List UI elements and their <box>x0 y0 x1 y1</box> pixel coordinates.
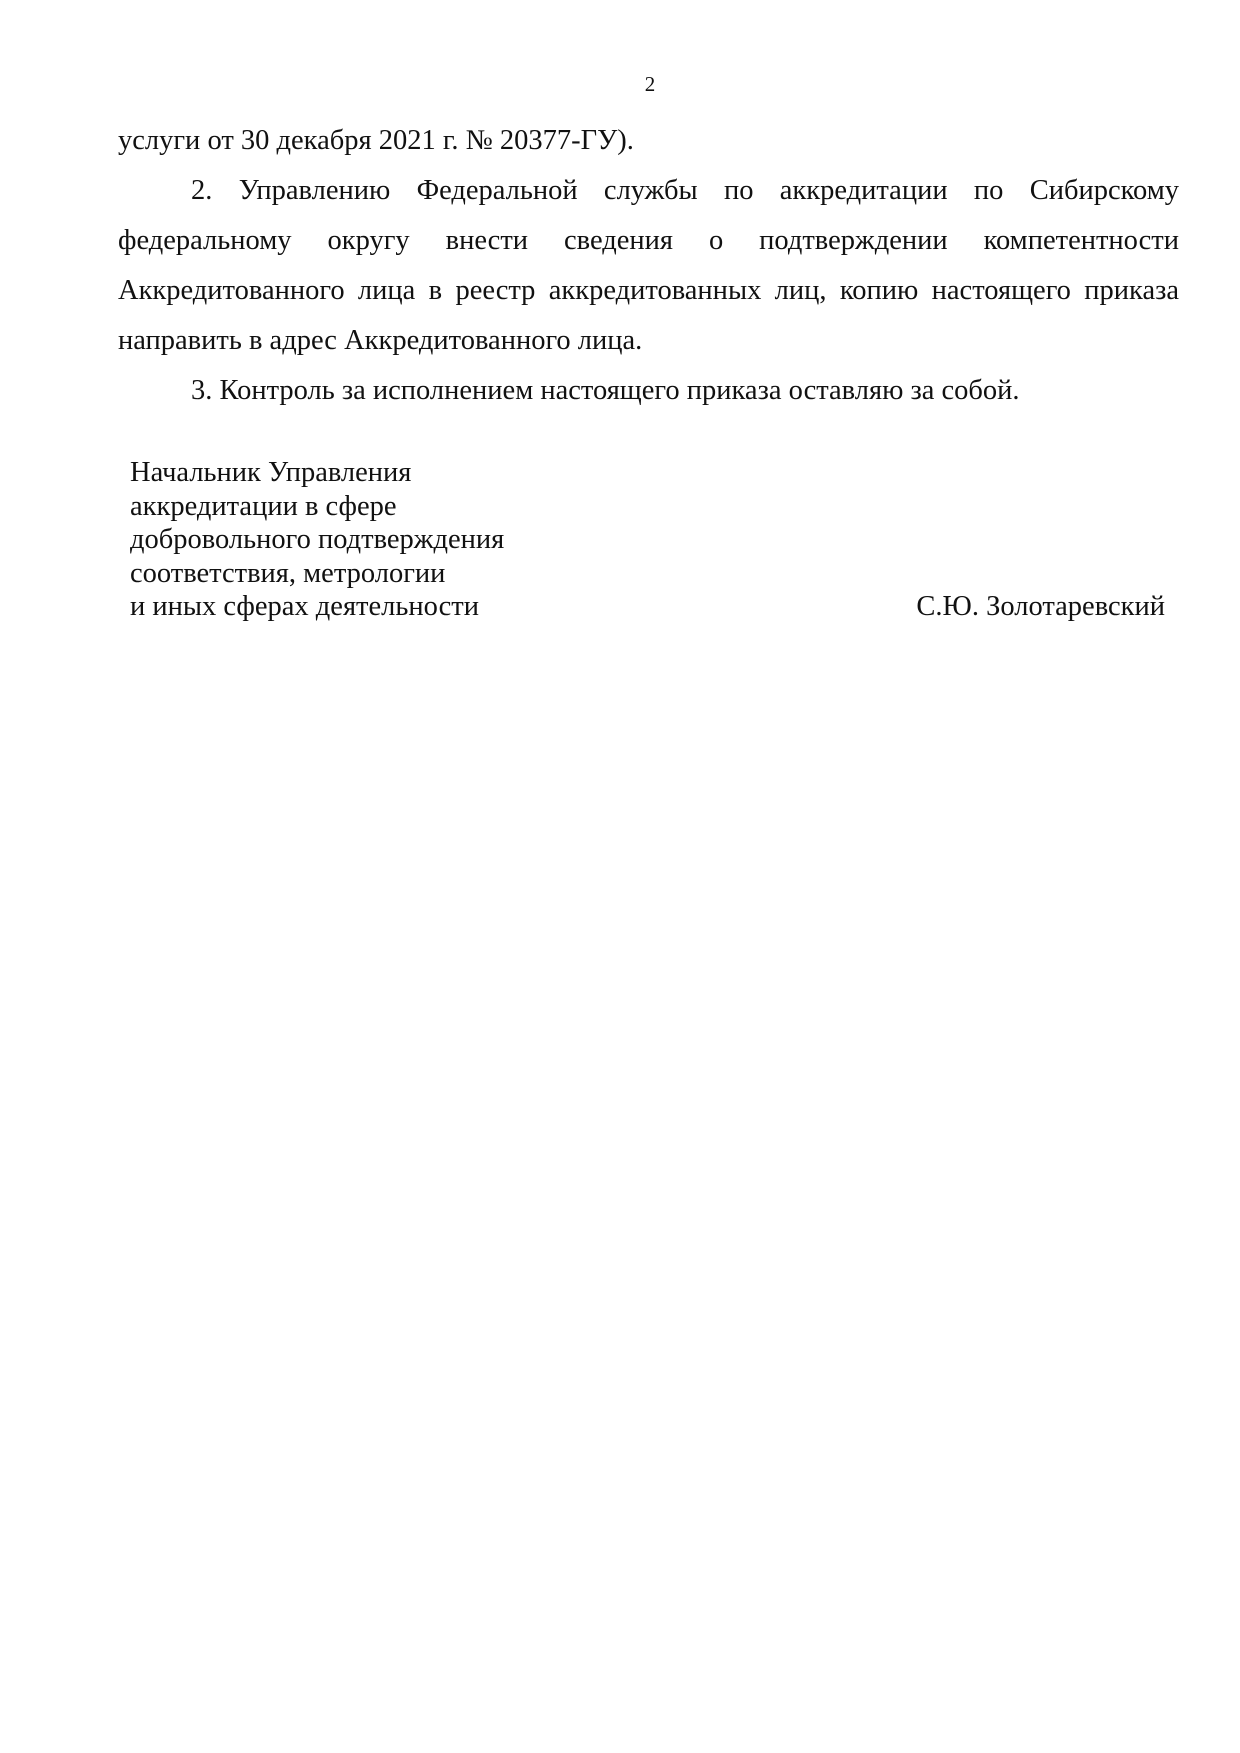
position-line: Начальник Управления <box>130 457 412 488</box>
position-line: аккредитации в сфере <box>130 490 397 522</box>
paragraph-number: 3. <box>191 375 213 406</box>
position-line: соответствия, метрологии <box>130 557 446 589</box>
page-number: 2 <box>644 72 656 96</box>
paragraph-2 <box>118 166 1179 366</box>
continuation-text: услуги от 30 декабря 2021 г. № 20377-ГУ). <box>118 125 634 156</box>
paragraph-number: 2. <box>191 175 213 206</box>
paragraph-text: Контроль за исполнением настоящего приказа оставляю за собой. <box>219 375 1020 406</box>
paragraph-3 <box>118 366 1179 416</box>
position-line: добровольного подтверждения <box>130 524 505 555</box>
position-line: и иных сферах деятельности <box>130 591 479 622</box>
signer-name: С.Ю. Золотаревский <box>916 591 1165 622</box>
continuation-line <box>118 116 1179 166</box>
signatory-position <box>130 456 504 624</box>
paragraph-text: Управлению Федеральной службы по аккредитации по Сибирскому федеральному округу внести сведения о подтверждении компетентности Аккредитованного лица в реестр аккредитованных лиц, копию настоящего приказа направить в адрес Аккредитованного лица. <box>118 175 1180 356</box>
